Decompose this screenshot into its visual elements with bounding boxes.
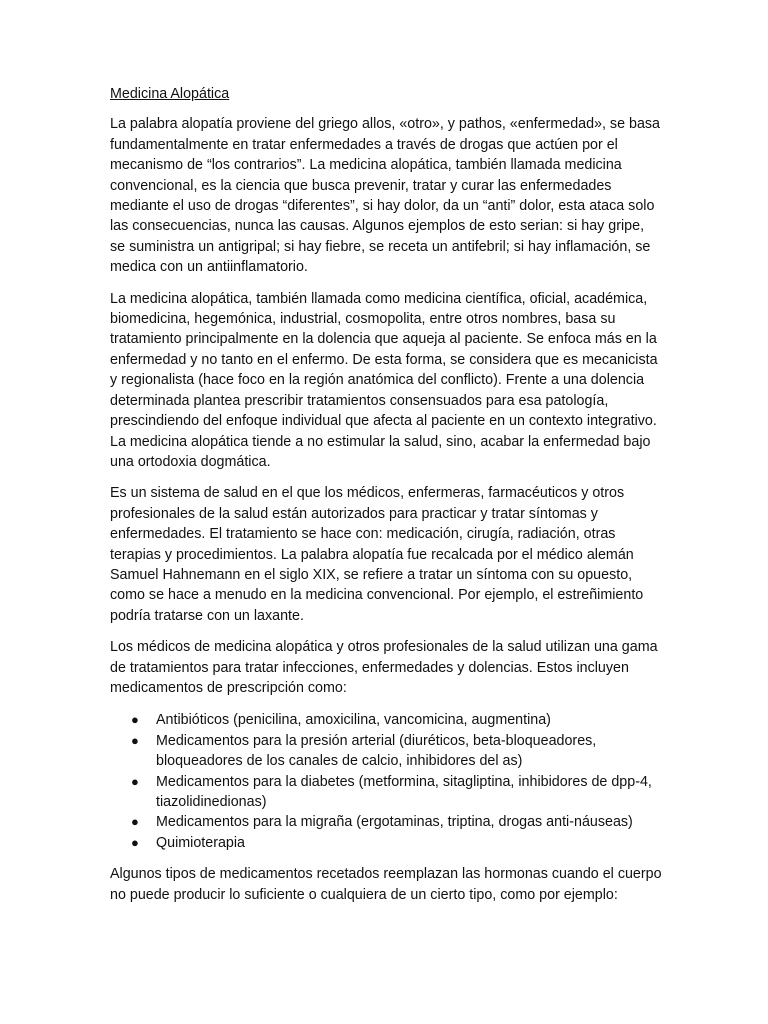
list-item: [110, 833, 662, 853]
list-item: [110, 731, 662, 772]
list-item: [110, 772, 662, 813]
list-item: [110, 812, 662, 832]
medication-list: [110, 710, 662, 853]
paragraph-1: La palabra alopatía proviene del griego allos, «otro», y pathos, «enfermedad», se basa fundamentalmente en tratar enfermedades a través de drogas que actúen por el mecanismo de “los contrarios”. La medicina alopática, también llamada medicina convencional, es la ciencia que busca prevenir, tratar y curar las enfermedades mediante el uso de drogas “diferentes”, si hay dolor, da un “anti” dolor, esta ataca solo las consecuencias, nunca las causas. Algunos ejemplos de esto serian: si hay gripe, se suministra un antigripal; si hay fiebre, se receta un antifebril; si hay inflamación, se medica con un antiinflamatorio.: [110, 116, 661, 276]
bullet-icon: ●: [131, 814, 139, 830]
bullet-icon: ●: [131, 712, 139, 728]
list-item-text: Medicamentos para la presión arterial (diuréticos, beta-bloqueadores, bloqueadores de los canales de calcio, inhibidores del as): [156, 732, 597, 770]
list-item: [110, 710, 662, 730]
document-page: [110, 84, 662, 916]
bullet-icon: ●: [131, 732, 139, 748]
list-item-text: Medicamentos para la diabetes (metformina, sitagliptina, inhibidores de dpp-4, tiazolidinedionas): [156, 773, 652, 810]
paragraph-2: La medicina alopática, también llamada como medicina científica, oficial, académica, biomedicina, hegemónica, industrial, cosmopolita, entre otros nombres, basa su tratamiento principalmente en la dolencia que aqueja al paciente. Se enfoca más en la enfermedad y no tanto en el enfermo. De esta forma, se considera que es mecanicista y regionalista (hace foco en la región anatómica del conflicto). Frente a una dolencia determinada plantea prescribir tratamientos consensuados para esa patología, prescindiendo del enfoque individual que afecta al paciente en un contexto integrativo. La medicina alopática tiende a no estimular la salud, sino, acabar la enfermedad bajo una ortodoxia dogmática.: [110, 290, 658, 470]
document-title: Medicina Alopática: [110, 86, 230, 102]
paragraph-3: Es un sistema de salud en el que los médicos, enfermeras, farmacéuticos y otros profesionales de la salud están autorizados para practicar y tratar síntomas y enfermedades. El tratamiento se hace con: medicación, cirugía, radiación, otras terapias y procedimientos. La palabra alopatía fue recalcada por el médico alemán Samuel Hahnemann en el siglo XIX, se refiere a tratar un síntoma con su opuesto, como se hace a menudo en la medicina convencional. Por ejemplo, el estreñimiento podría tratarse con un laxante.: [110, 485, 644, 624]
bullet-icon: ●: [131, 834, 139, 850]
list-item-text: Medicamentos para la migraña (ergotaminas, triptina, drogas anti-náuseas): [156, 814, 633, 831]
list-item-text: Antibióticos (penicilina, amoxicilina, vancomicina, augmentina): [156, 712, 551, 729]
closing-paragraph: Algunos tipos de medicamentos recetados reemplazan las hormonas cuando el cuerpo no puede producir lo suficiente o cualquiera de un cierto tipo, como por ejemplo:: [110, 866, 662, 903]
list-item-text: Quimioterapia: [156, 834, 245, 851]
paragraph-4: Los médicos de medicina alopática y otros profesionales de la salud utilizan una gama de tratamientos para tratar infecciones, enfermedades y dolencias. Estos incluyen medicamentos de prescripción como:: [110, 639, 658, 696]
bullet-icon: ●: [131, 773, 139, 789]
